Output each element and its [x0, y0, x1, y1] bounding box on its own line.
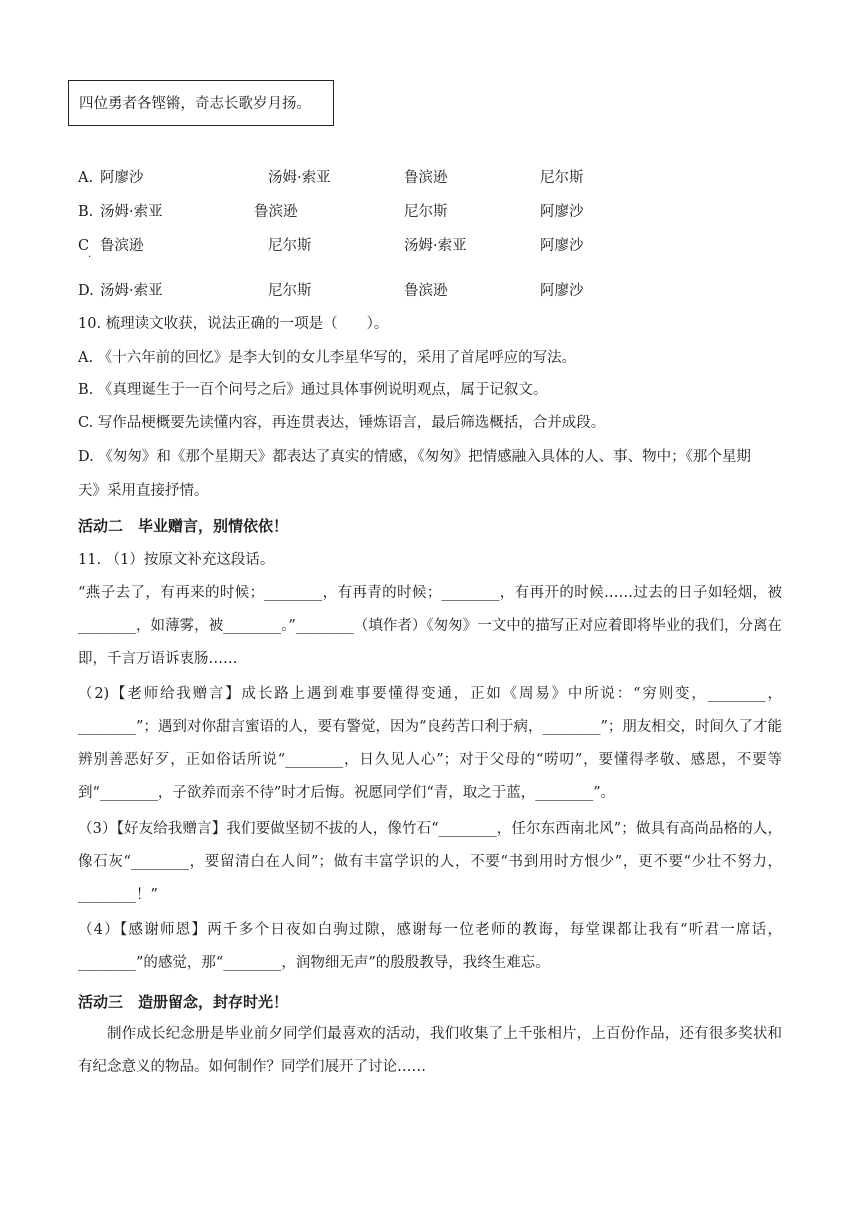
option-item: 尼尔斯 [540, 170, 584, 186]
q10-option-a: A. 《十六年前的回忆》是李大钊的女儿李星华写的，采用了首尾呼应的写法。 [78, 350, 577, 366]
q11-part1: “燕子去了，有再来的时候；________，有再青的时候；________，有再开的时候……过去的日子如轻烟，被________，如薄雾，被________。”________（填作者）《匆匆》一文中的描写正对应着即将毕业的我们，分离在即，千言万语诉衷肠…… [78, 585, 782, 667]
option-dot-marker: · [88, 252, 92, 263]
option-item: 阿廖沙 [100, 170, 144, 186]
option-item: 尼尔斯 [268, 283, 312, 299]
activity-three-text: 制作成长纪念册是毕业前夕同学们最喜欢的活动，我们收集了上千张相片，上百份作品，还有很多奖状和有纪念意义的物品。如何制作？同学们展开了讨论…… [78, 1026, 782, 1075]
option-item: 汤姆·索亚 [404, 238, 467, 254]
q11-part3: （3）【好友给我赠言】我们要做坚韧不拔的人，像竹石“________，任尔东西南北风”；做具有高尚品格的人，像石灰“________，要留清白在人间”；做有丰富学识的人，不要“书到用时方恨少”，更不要“少壮不努力，________！” [78, 821, 782, 903]
q11-part2: （2)【老师给我赠言】成长路上遇到难事要懂得变通，正如《周易》中所说：“穷则变，________，________”；遇到对你甜言蜜语的人，要有警觉，因为“良药苦口利于病，________”；朋友相交，时间久了才能辨别善恶好歹，正如俗话所说“________，日久见人心”；对于父母的“唠叨”，要懂得孝敬、感恩，不要等到“________，子欲养而亲不待”时才后悔。祝愿同学们“青，取之于蓝，________”。 [78, 686, 782, 801]
option-item: 鲁滨逊 [100, 238, 144, 254]
q11-part4: （4）【感谢师恩】两千多个日夜如白驹过隙，感谢每一位老师的教诲，每堂课都让我有“听君一席话，________”的感觉，那“________，润物细无声”的殷殷教导，我终生难忘。 [78, 922, 782, 971]
option-letter: A. [78, 170, 94, 186]
option-letter: C [78, 238, 90, 254]
option-item: 阿廖沙 [540, 283, 584, 299]
option-item: 汤姆·索亚 [268, 170, 331, 186]
option-item: 鲁滨逊 [404, 283, 448, 299]
q10-stem: 10. 梳理读文收获，说法正确的一项是（ ）。 [78, 316, 389, 332]
activity-three-heading: 活动三 造册留念，封存时光！ [78, 993, 289, 1011]
poem-box: 四位勇者各铿锵，奇志长歌岁月扬。 [68, 80, 334, 126]
option-item: 鲁滨逊 [404, 170, 448, 186]
option-item: 鲁滨逊 [254, 204, 298, 220]
q10-option-d: D. 《匆匆》和《那个星期天》都表达了真实的情感，《匆匆》把情感融入具体的人、事、物中；《那个星期 [78, 449, 751, 465]
activity-two-heading: 活动二 毕业赠言，别情依依！ [78, 517, 289, 535]
q11-stem: 11. （1）按原文补充这段话。 [78, 552, 275, 568]
option-letter: D. [78, 283, 94, 299]
option-item: 汤姆·索亚 [100, 204, 163, 220]
q10-option-c: C. 写作品梗概要先读懂内容，再连贯表达，锤炼语言，最后筛选概括，合并成段。 [78, 415, 606, 431]
option-item: 尼尔斯 [268, 238, 312, 254]
option-item: 尼尔斯 [404, 204, 448, 220]
option-item: 阿廖沙 [540, 238, 584, 254]
option-item: 阿廖沙 [540, 204, 584, 220]
option-item: 汤姆·索亚 [100, 283, 163, 299]
q10-option-b: B. 《真理诞生于一百个问号之后》通过具体事例说明观点，属于记叙文。 [78, 382, 548, 398]
option-letter: B. [78, 204, 94, 220]
q10-option-d-cont: 天》采用直接抒情。 [78, 483, 209, 499]
